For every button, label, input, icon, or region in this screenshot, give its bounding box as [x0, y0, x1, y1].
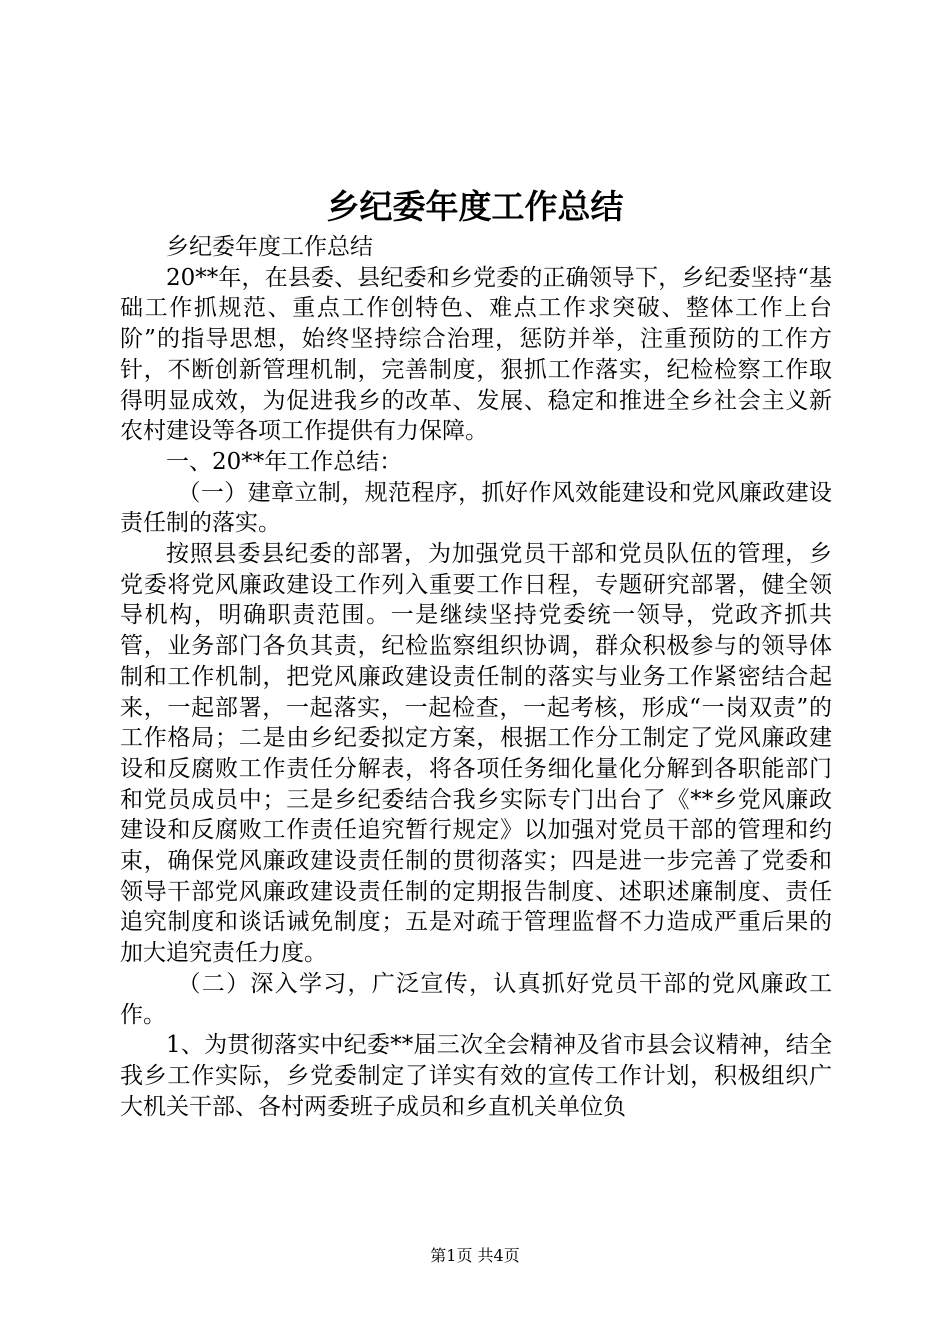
paragraph: 乡纪委年度工作总结: [166, 234, 373, 260]
paragraph: （一）建章立制，规范程序，抓好作风效能建设和党风廉政建设责任制的落实。: [120, 479, 832, 537]
paragraph: 20**年，在县委、县纪委和乡党委的正确领导下，乡纪委坚持“基础工作抓规范、重点工作创特色、难点工作求突破、整体工作上台阶”的指导思想，始终坚持综合治理，惩防并举，注重预防的工作方针，不断创新管理机制，完善制度，狠抓工作落实，纪检检察工作取得明显成效，为促进我乡的改革、发展、稳定和推进全乡社会主义新农村建设等各项工作提供有力保障。: [120, 264, 832, 445]
paragraph: 1、为贯彻落实中纪委**届三次全会精神及省市县会议精神，结全我乡工作实际，乡党委制定了详实有效的宣传工作计划，积极组织广大机关干部、各村两委班子成员和乡直机关单位负: [120, 1032, 832, 1120]
page-footer: 第1页 共4页: [430, 1246, 520, 1265]
paragraph: 按照县委县纪委的部署，为加强党员干部和党员队伍的管理，乡党委将党风廉政建设工作列入重要工作日程，专题研究部署，健全领导机构，明确职责范围。一是继续坚持党委统一领导，党政齐抓共管，业务部门各负其责，纪检监察组织协调，群众积极参与的领导体制和工作机制，把党风廉政建设责任制的落实与业务工作紧密结合起来，一起部署，一起落实，一起检查，一起考核，形成“一岗双责”的工作格局；二是由乡纪委拟定方案，根据工作分工制定了党风廉政建设和反腐败工作责任分解表，将各项任务细化量化分解到各职能部门和党员成员中；三是乡纪委结合我乡实际专门出台了《**乡党风廉政建设和反腐败工作责任追究暂行规定》以加强对党员干部的管理和约束，确保党风廉政建设责任制的贯彻落实；四是进一步完善了党委和领导干部党风廉政建设责任制的定期报告制度、述职述廉制度、责任追究制度和谈话诫免制度；五是对疏于管理监督不力造成严重后果的加大追究责任力度。: [120, 541, 832, 967]
document-body: [120, 232, 832, 1122]
document-title: 乡纪委年度工作总结: [326, 187, 624, 226]
paragraph: （二）深入学习，广泛宣传，认真抓好党员干部的党风廉政工作。: [120, 970, 832, 1028]
paragraph: 一、20**年工作总结：: [166, 448, 403, 475]
